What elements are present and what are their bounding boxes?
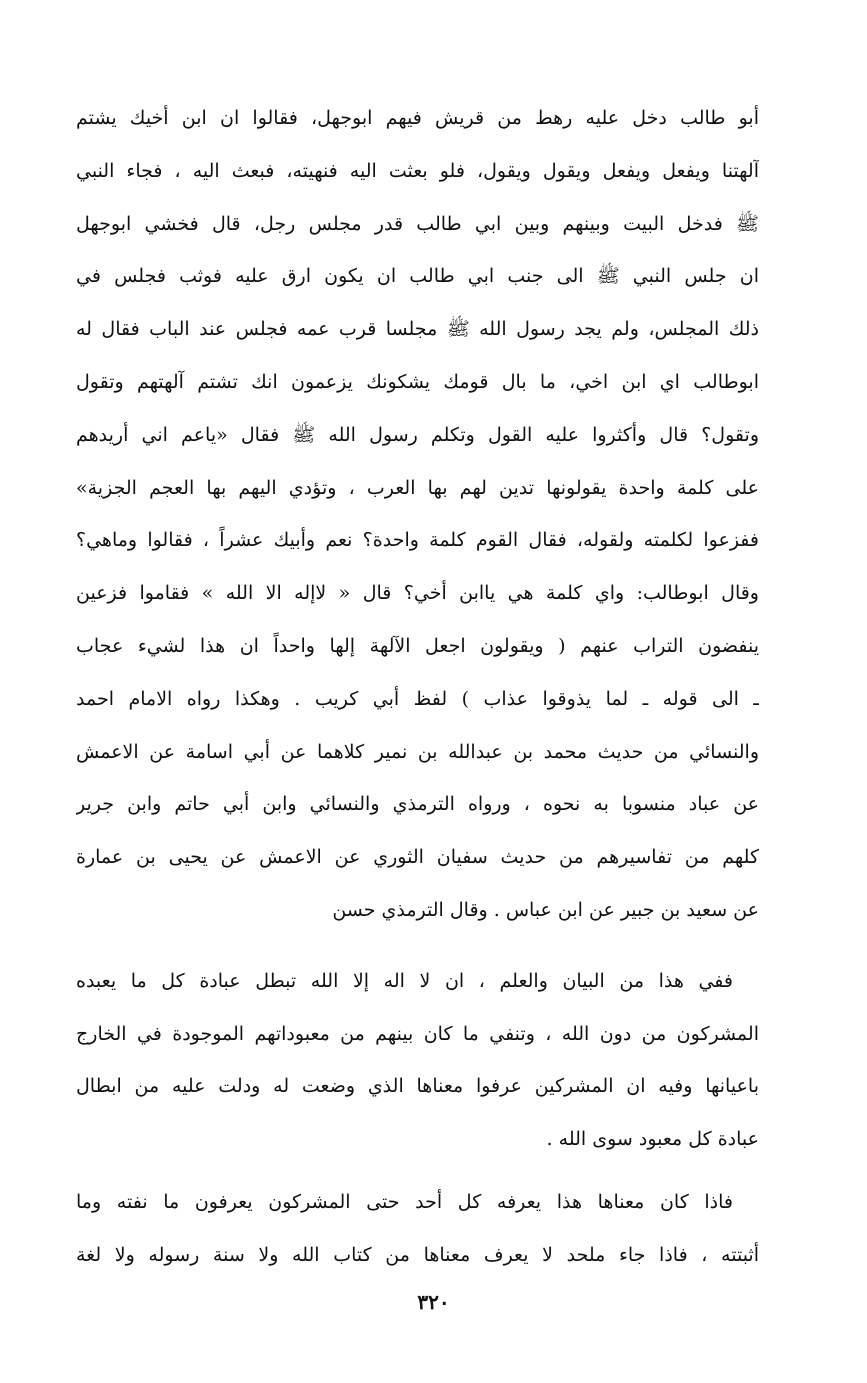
page-number: ٣٢٠: [417, 1290, 450, 1314]
text-line: باعيانها وفيه ان المشركين عرفوا معناها الذي وضعت له ودلت عليه من ابطال: [76, 1075, 759, 1098]
text-line: آلهتنا ويفعل ويفعل ويقول ويقول، فلو بعثت اليه فنهيته، فبعث اليه ، فجاء النبي: [76, 159, 759, 182]
text-line: ان جلس النبي ﷺ الى جنب ابي طالب ان يكون ارق عليه فوثب فجلس في: [76, 265, 759, 288]
text-line: كلهم من تفاسيرهم من حديث سفيان الثوري عن الاعمش عن يحيى بن عمارة: [76, 846, 759, 869]
text-line: أثبتته ، فاذا جاء ملحد لا يعرف معناها من كتاب الله ولا سنة رسوله ولا لغة: [76, 1243, 759, 1266]
paragraph-1: [76, 92, 759, 937]
text-line: ﷺ فدخل البيت وبينهم وبين ابي طالب قدر مجلس رجل، قال فخشي ابوجهل: [76, 212, 759, 235]
text-line: ابوطالب اي ابن اخي، ما بال قومك يشكونك يزعمون انك تشتم آلهتهم وتقول: [76, 370, 759, 393]
paragraph-3: [76, 1176, 759, 1282]
text-line: ـ الى قوله ـ لما يذوقوا عذاب ) لفظ أبي كريب . وهكذا رواه الامام احمد: [76, 687, 759, 710]
paragraph-2: [76, 955, 759, 1166]
text-line: أبو طالب دخل عليه رهط من قريش فيهم ابوجهل، فقالوا ان ابن أخيك يشتم: [76, 107, 759, 129]
text-line: ففزعوا لكلمته ولقوله، فقال القوم كلمة واحدة؟ نعم وأبيك عشراً ، فقالوا وماهي؟: [76, 529, 759, 552]
text-line: عبادة كل معبود سوى الله .: [546, 1128, 759, 1151]
paragraph-gap: [76, 937, 759, 955]
text-line: ففي هذا من البيان والعلم ، ان لا اله إلا الله تبطل عبادة كل ما يعبده: [76, 969, 733, 992]
text-line: عن عباد منسوبا به نحوه ، ورواه الترمذي والنسائي وابن أبي حاتم وابن جرير: [76, 793, 759, 816]
text-line: ذلك المجلس، ولم يجد رسول الله ﷺ مجلسا قرب عمه فجلس عند الباب فقال له: [76, 318, 759, 341]
text-line: عن سعيد بن جبير عن ابن عباس . وقال الترمذي حسن: [332, 898, 759, 921]
text-line: ينفضون التراب عنهم ( ويقولون اجعل الآلهة إلها واحداً ان هذا لشيء عجاب: [76, 634, 759, 657]
paragraph-gap: [76, 1166, 759, 1176]
text-line: على كلمة واحدة يقولونها تدين لهم بها العرب ، وتؤدي اليهم بها العجم الجزية»: [76, 476, 759, 499]
text-line: المشركون من دون الله ، وتنفي ما كان بينهم من معبوداتهم الموجودة في الخارج: [76, 1022, 759, 1045]
text-line: والنسائي من حديث محمد بن عبدالله بن نمير كلاهما عن أبي اسامة عن الاعمش: [76, 740, 759, 763]
text-line: وقال ابوطالب: واي كلمة هي ياابن أخي؟ قال « لاإله الا الله » فقاموا فزعين: [76, 582, 759, 605]
text-line: فاذا كان معناها هذا يعرفه كل أحد حتى المشركون يعرفون ما نفته وما: [76, 1190, 733, 1213]
body-text: [76, 92, 759, 1282]
text-line: وتقول؟ قال وأكثروا عليه القول وتكلم رسول الله ﷺ فقال «ياعم اني أريدهم: [76, 423, 759, 446]
